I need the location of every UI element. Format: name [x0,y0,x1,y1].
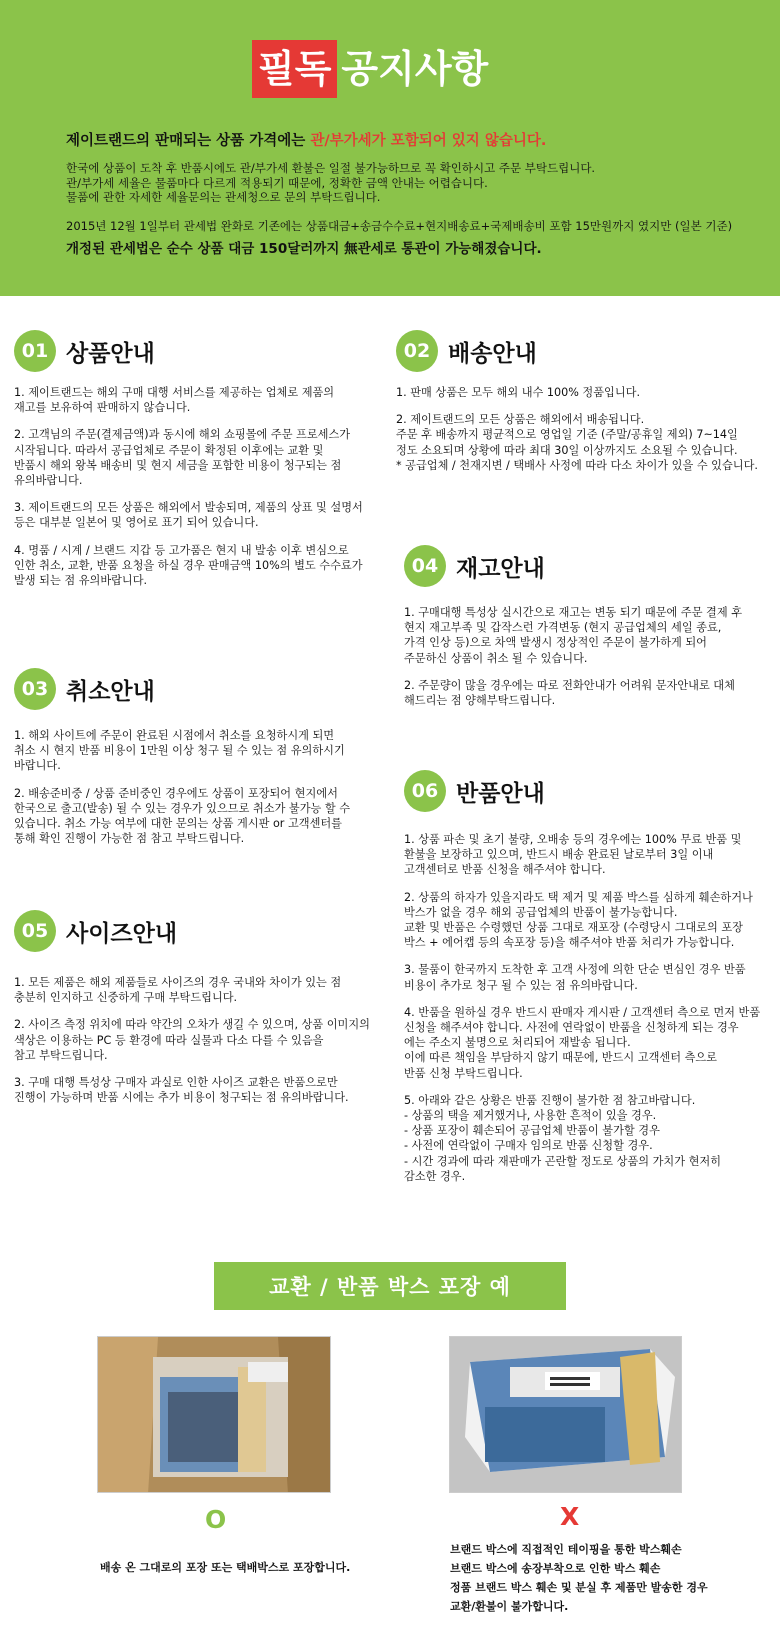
list-item: 2. 고객님의 주문(결제금액)과 동시에 해외 쇼핑몰에 주문 프로세스가 시작됩니다. 따라서 공급업체로 주문이 확정된 이후에는 교환 및 반품시 해외 왕복 배송비 및 현지 세금을 포함한 비용이 청구되는 점 유의바랍니다. [14,428,351,488]
list-item: 2. 제이트랜드의 모든 상품은 해외에서 배송됩니다. 주문 후 배송까지 평균적으로 영업일 기준 (주말/공휴일 제외) 7~14일 정도 소요되며 상황에 따라 최대 30일 이상까지도 소요될 수 있습니다. * 공급업체 / 천재지변 / 택배사 사정에 따라 다소 차이가 있을 수 있습니다. [396,413,758,472]
section-number-badge: 05 [14,910,56,952]
title-highlight: 필독 [252,40,337,98]
list-item: 3. 제이트랜드의 모든 상품은 해외에서 발송되며, 제품의 상표 및 설명서 등은 대부분 일본어 및 영어로 표기 되어 있습니다. [14,501,363,530]
customs-law-update: 개정된 관세법은 순수 상품 대금 150달러까지 無관세로 통관이 가능해졌습니다. [66,241,542,257]
page-title [252,38,488,100]
list-item: 1. 모든 제품은 해외 제품들로 사이즈의 경우 국내와 차이가 있는 점 충분히 인지하고 신중하게 구매 부탁드립니다. [14,976,342,1005]
list-item: 2. 주문량이 많을 경우에는 따로 전화안내가 어려워 문자안내로 대체 해드리는 점 양해부탁드립니다. [404,678,735,708]
section-cancel-info-body [14,728,384,858]
tax-notice-highlight: 관/부가세가 포함되어 있지 않습니다. [310,133,547,149]
ok-mark: O [205,1505,227,1534]
section-number-badge: 01 [14,330,56,372]
list-item: 2. 상품의 하자가 있을지라도 택 제거 및 제품 박스를 심하게 훼손하거나 박스가 없을 경우 해외 공급업체의 반품이 불가능합니다. 교환 및 반품은 수령했던 상품 그대로 재포장 (수령당시 그대로의 포장 박스 + 에어캡 등의 속포장 등)을 해주셔야 반품 처리가 가능합니다. [404,890,753,950]
section-number-badge: 03 [14,668,56,710]
list-item: 3. 물품이 한국까지 도착한 후 고객 사정에 의한 단순 변심인 경우 반품 비용이 추가로 청구 될 수 있는 점 유의바랍니다. [404,963,746,992]
list-item: 3. 구매 대행 특성상 구매자 과실로 인한 사이즈 교환은 반품으로만 진행이 가능하며 반품 시에는 추가 비용이 청구되는 점 유의바랍니다. [14,1076,349,1105]
section-title: 취소안내 [66,678,155,705]
ok-caption: 배송 온 그대로의 포장 또는 택배박스로 포장합니다. [100,1561,351,1574]
section-title: 배송안내 [448,340,537,367]
section-title: 상품안내 [66,340,155,367]
section-number-badge: 04 [404,545,446,587]
ng-mark: X [560,1502,580,1531]
list-item: 2. 사이즈 측정 위치에 따라 약간의 오차가 생길 수 있으며, 상품 이미지의 색상은 이용하는 PC 등 환경에 따라 실물과 다소 다를 수 있음을 참고 부탁드립니다. [14,1018,370,1062]
tax-notice-headline [66,134,766,149]
packing-example-banner: 교환 / 반품 박스 포장 예 [214,1262,566,1310]
wrong-packing-photo [449,1336,682,1493]
list-item: 5. 아래와 같은 상황은 반품 진행이 불가한 점 참고바랍니다. - 상품의 택을 제거했거나, 사용한 흔적이 있을 경우. - 상품 포장이 훼손되어 공급업체 반품이 불가할 경우 - 사전에 연락없이 구매자 임의로 반품 신청할 경우. - 시간 경과에 따라 재판매가 곤란할 정도로 상품의 가치가 현저히 감소한 경우. [404,1093,722,1183]
list-item: 2. 배송준비중 / 상품 준비중인 경우에도 상품이 포장되어 현지에서 한국으로 출고(발송) 될 수 있는 경우가 있으므로 취소가 불가능 할 수 있습니다. 취소 가능 여부에 대한 문의는 상품 게시판 or 고객센터를 통해 확인 진행이 가능한 점 참고 부탁드립니다. [14,786,351,846]
open-box-illustration [98,1337,331,1493]
section-stock-info-header [404,545,545,587]
section-shipping-info-body [396,385,776,485]
list-item: 1. 구매대행 특성상 실시간으로 재고는 변동 되기 때문에 주문 결제 후 현지 재고부족 및 갑작스런 가격변동 (현지 공급업체의 세일 종료, 가격 인상 등)으로 차액 발생시 정상적인 주문이 불가하게 되어 주문하신 상품이 취소 될 수 있습니다. [404,606,743,665]
list-item: 4. 반품을 원하실 경우 반드시 판매자 게시판 / 고객센터 측으로 먼저 반품 신청을 해주셔야 합니다. 사전에 연락없이 반품을 신청하게 되는 경우 에는 주소지 불명으로 처리되어 재발송 됩니다. 이에 따른 책임을 부담하지 않기 때문에, 반드시 고객센터 측으로 반품 신청 부탁드립니다. [404,1005,761,1080]
list-item: 1. 판매 상품은 모두 해외 내수 100% 정품입니다. [396,386,641,399]
section-size-info-body [14,975,386,1117]
list-item: 4. 명품 / 시계 / 브랜드 지갑 등 고가품은 현지 내 발송 이후 변심으로 인한 취소, 교환, 반품 요청을 하실 경우 판매금액 10%의 별도 수수료가 발생 되는 점 유의바랍니다. [14,543,363,588]
section-title: 사이즈안내 [66,920,178,947]
list-item: 1. 해외 사이트에 주문이 완료된 시점에서 취소를 요청하시게 되면 취소 시 현지 반품 비용이 1만원 이상 청구 될 수 있는 점 유의하시기 바랍니다. [14,729,345,773]
list-item: 1. 상품 파손 및 초기 불량, 오배송 등의 경우에는 100% 무료 반품 및 환불을 보장하고 있으며, 반드시 배송 완료된 날로부터 3일 이내 고객센터로 반품 신청을 해주셔야 합니다. [404,833,742,877]
ng-caption: 브랜드 박스에 직접적인 테이핑을 통한 박스훼손 브랜드 박스에 송장부착으로 인한 박스 훼손 정품 브랜드 박스 훼손 및 분실 후 제품만 발송한 경우 교환/환불이 불가합니다. [450,1543,708,1613]
correct-packing-photo [97,1336,331,1493]
section-size-info-header [14,910,177,952]
tax-refund-notice: 한국에 상품이 도착 후 반품시에도 관/부가세 환불은 일절 불가능하므로 꼭 확인하시고 주문 부탁드립니다. 관/부가세 세율은 물품마다 다르게 적용되기 때문에, 정확한 금액 안내는 어렵습니다. 물품에 관한 자세한 세율문의는 관세청으로 문의 부탁드립니다. [66,161,596,204]
section-product-info-body [14,385,384,600]
title-text: 공지사항 [341,47,489,91]
list-item: 1. 제이트랜드는 해외 구매 대행 서비스를 제공하는 업체로 제품의 재고를 보유하여 판매하지 않습니다. [14,386,335,415]
notice-header [0,0,780,296]
section-title: 반품안내 [456,780,545,807]
tax-notice-prefix: 제이트랜드의 판매되는 상품 가격에는 [66,133,311,149]
section-return-info-header [404,770,545,812]
section-number-badge: 02 [396,330,438,372]
section-return-info-body [404,832,776,1196]
section-title: 재고안내 [456,555,545,582]
section-shipping-info-header [396,330,537,372]
taped-brand-box-illustration [450,1337,682,1493]
section-number-badge: 06 [404,770,446,812]
section-stock-info-body [404,605,776,720]
section-cancel-info-header [14,668,155,710]
section-product-info-header [14,330,155,372]
customs-law-notice: 2015년 12월 1일부터 관세법 완화로 기존에는 상품대금+송금수수료+현지배송료+국제배송비 포함 15만원까지 였지만 (일본 기준) [66,219,733,233]
